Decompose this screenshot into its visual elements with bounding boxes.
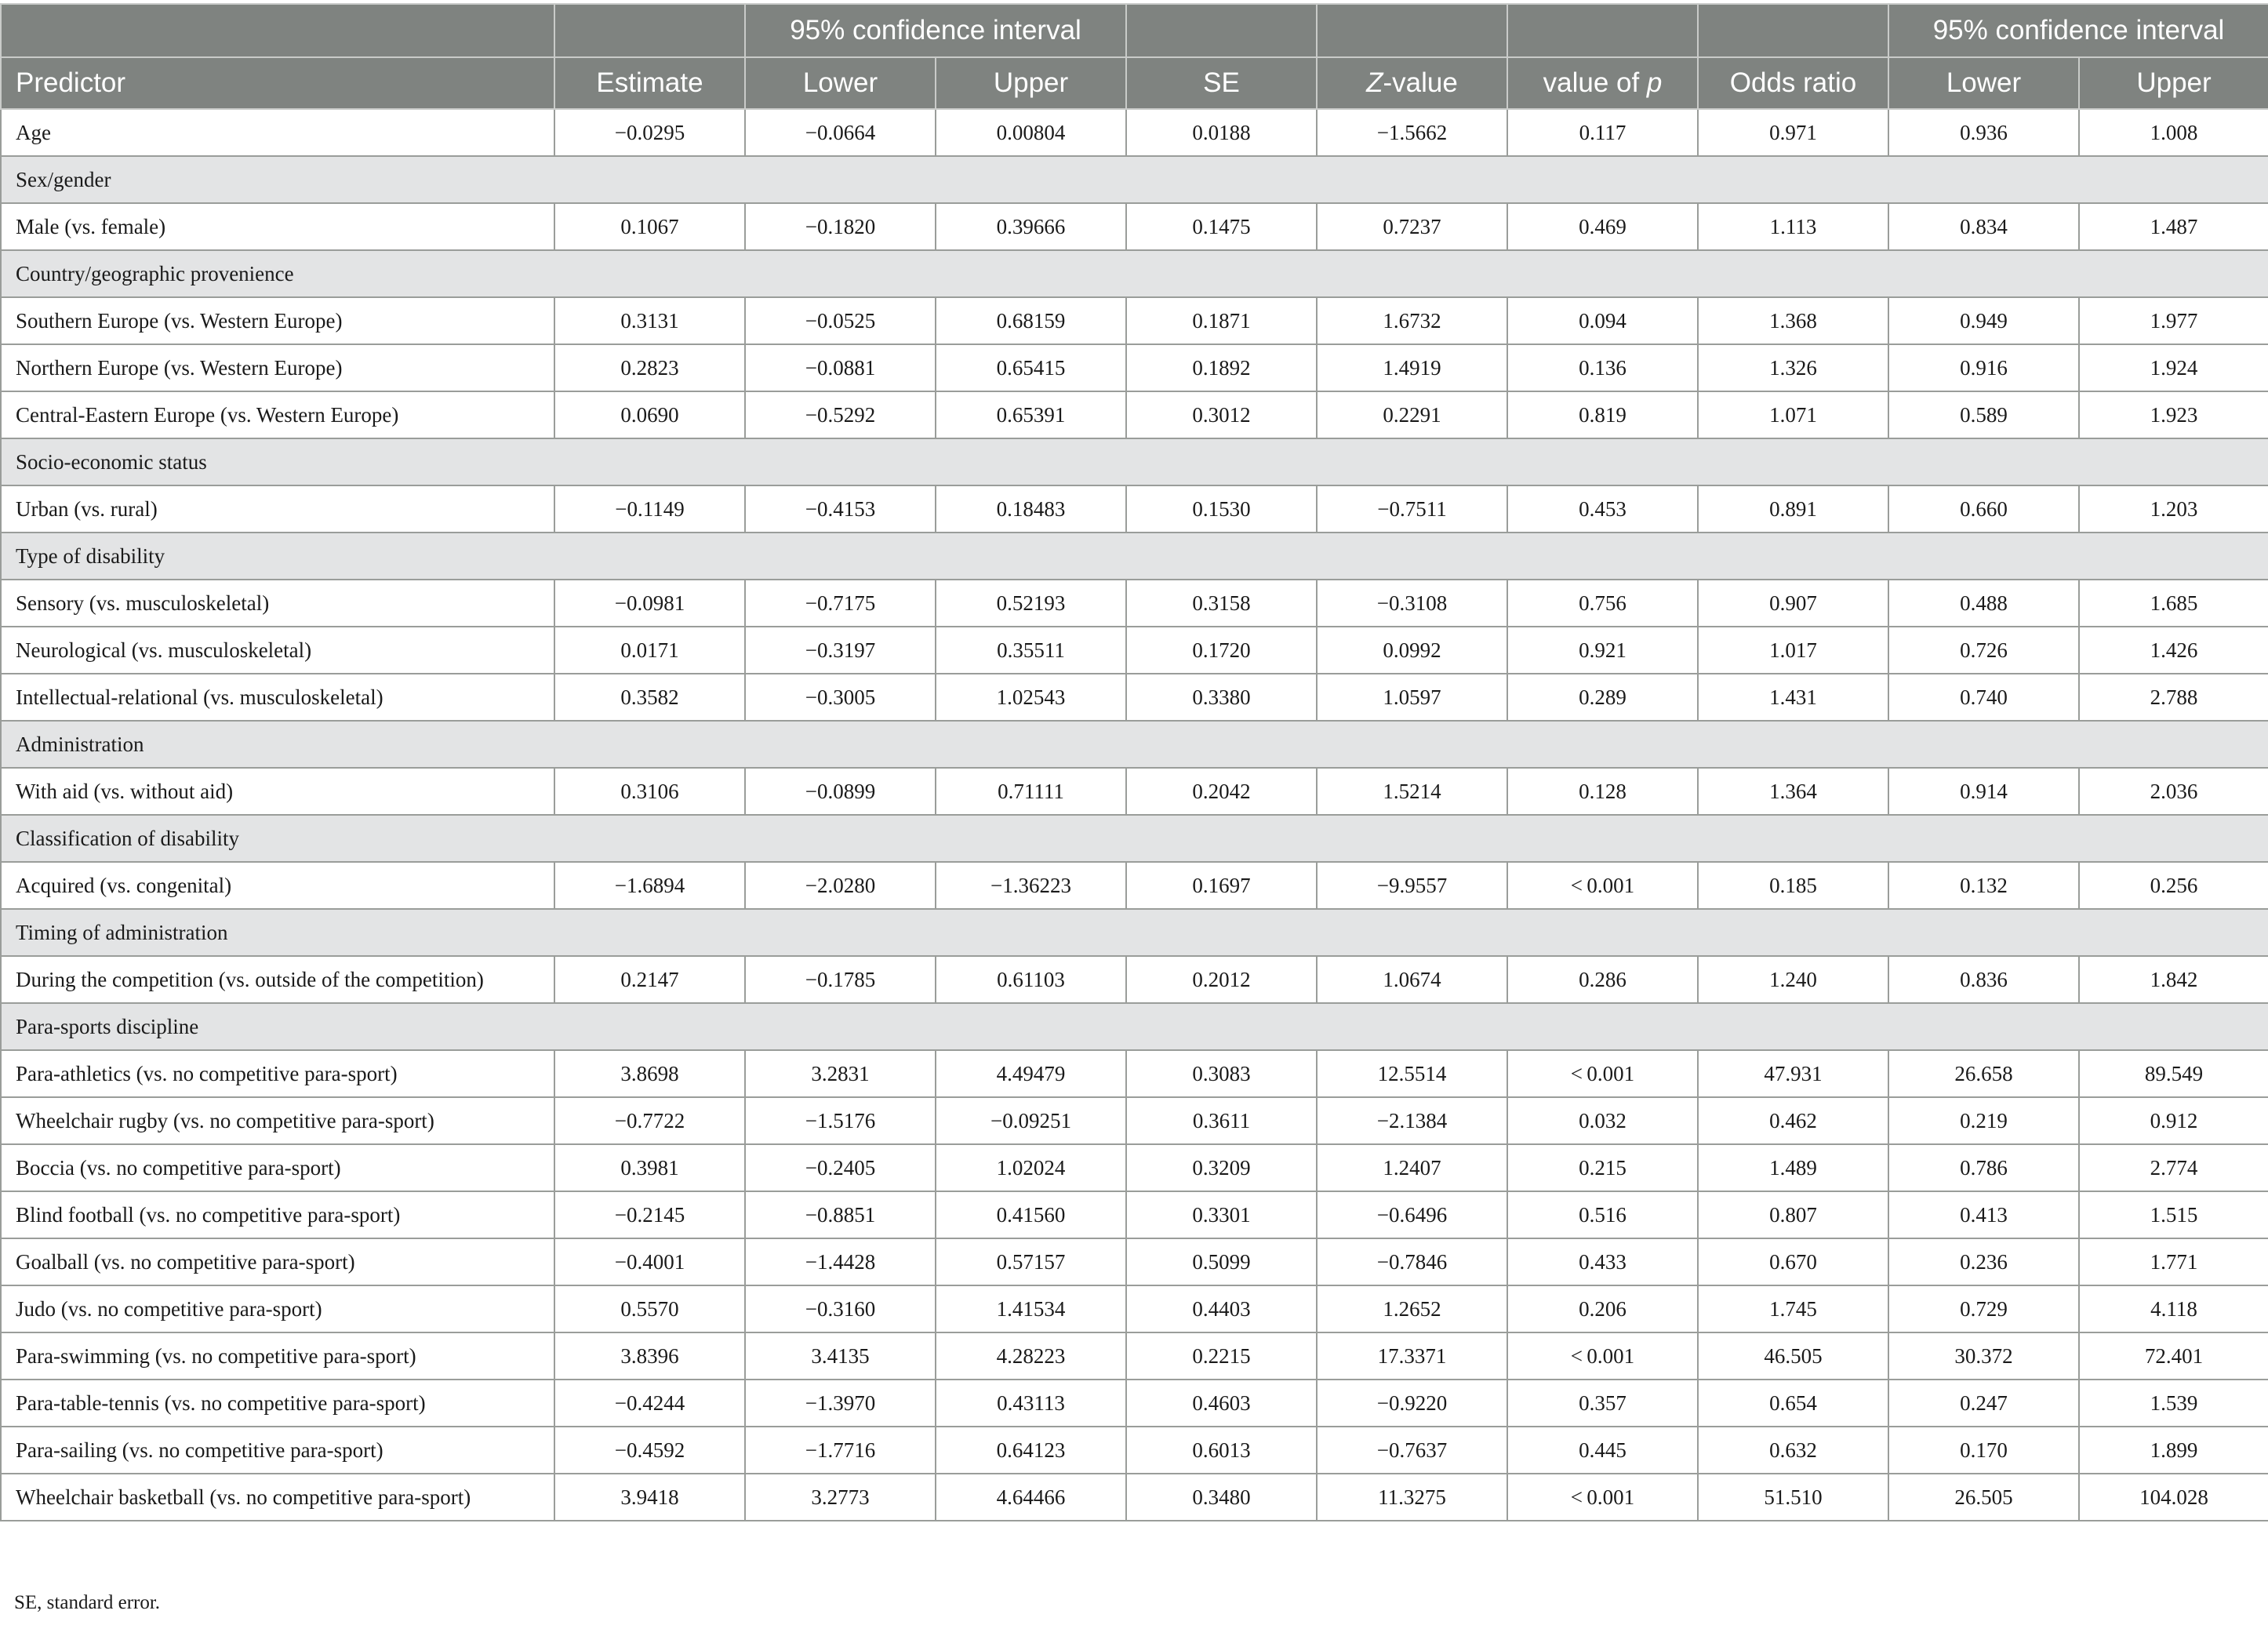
odds-ratio-cell: 0.462	[1698, 1097, 1888, 1144]
lower-ci-cell: −0.5292	[745, 391, 936, 438]
category-row	[1, 250, 2268, 297]
predictor-cell: Para-swimming (vs. no competitive para-sport)	[1, 1332, 554, 1380]
category-label: Classification of disability	[1, 815, 2268, 862]
header-lower-1: Lower	[745, 57, 936, 109]
results-table-container	[0, 3, 2268, 1521]
z-value-cell: 1.5214	[1317, 768, 1507, 815]
estimate-cell: −0.4592	[554, 1427, 745, 1474]
table-row	[1, 297, 2268, 344]
predictor-cell: Boccia (vs. no competitive para-sport)	[1, 1144, 554, 1191]
predictor-cell: Central-Eastern Europe (vs. Western Europe)	[1, 391, 554, 438]
se-cell: 0.3380	[1126, 674, 1317, 721]
category-row	[1, 438, 2268, 485]
header-predictor: Predictor	[1, 57, 554, 109]
odds-ratio-cell: 1.113	[1698, 203, 1888, 250]
header-ci-group-2: 95% confidence interval	[1888, 4, 2268, 57]
p-value-cell: < 0.001	[1507, 1050, 1698, 1097]
z-value-cell: 0.0992	[1317, 627, 1507, 674]
category-label: Sex/gender	[1, 156, 2268, 203]
odds-ratio-cell: 0.670	[1698, 1238, 1888, 1285]
estimate-cell: −0.2145	[554, 1191, 745, 1238]
or-lower-cell: 0.936	[1888, 109, 2079, 156]
z-value-cell: −9.9557	[1317, 862, 1507, 909]
lower-ci-cell: −0.3005	[745, 674, 936, 721]
z-value-cell: −1.5662	[1317, 109, 1507, 156]
or-upper-cell: 1.203	[2079, 485, 2268, 533]
header-empty-cell	[1698, 4, 1888, 57]
p-value-cell: 0.136	[1507, 344, 1698, 391]
z-value-cell: 12.5514	[1317, 1050, 1507, 1097]
category-row	[1, 909, 2268, 956]
table-row	[1, 1285, 2268, 1332]
upper-ci-cell: 0.65391	[936, 391, 1126, 438]
z-value-cell: 1.2407	[1317, 1144, 1507, 1191]
lower-ci-cell: −0.4153	[745, 485, 936, 533]
or-lower-cell: 0.413	[1888, 1191, 2079, 1238]
lower-ci-cell: −0.3197	[745, 627, 936, 674]
estimate-cell: 0.2147	[554, 956, 745, 1003]
or-upper-cell: 89.549	[2079, 1050, 2268, 1097]
category-label: Type of disability	[1, 533, 2268, 580]
predictor-cell: During the competition (vs. outside of the competition)	[1, 956, 554, 1003]
category-label: Timing of administration	[1, 909, 2268, 956]
upper-ci-cell: 0.64123	[936, 1427, 1126, 1474]
header-estimate: Estimate	[554, 57, 745, 109]
estimate-cell: −0.0981	[554, 580, 745, 627]
lower-ci-cell: −0.8851	[745, 1191, 936, 1238]
table-row	[1, 1474, 2268, 1521]
header-ci-group-1: 95% confidence interval	[745, 4, 1126, 57]
or-lower-cell: 0.660	[1888, 485, 2079, 533]
category-row	[1, 815, 2268, 862]
upper-ci-cell: 4.64466	[936, 1474, 1126, 1521]
se-cell: 0.2215	[1126, 1332, 1317, 1380]
or-lower-cell: 0.132	[1888, 862, 2079, 909]
p-value-cell: < 0.001	[1507, 1474, 1698, 1521]
z-value-cell: −0.7846	[1317, 1238, 1507, 1285]
predictor-cell: Blind football (vs. no competitive para-sport)	[1, 1191, 554, 1238]
odds-ratio-cell: 1.326	[1698, 344, 1888, 391]
predictor-cell: Para-table-tennis (vs. no competitive para-sport)	[1, 1380, 554, 1427]
or-upper-cell: 1.771	[2079, 1238, 2268, 1285]
or-upper-cell: 1.426	[2079, 627, 2268, 674]
table-row	[1, 203, 2268, 250]
table-row	[1, 580, 2268, 627]
upper-ci-cell: 0.18483	[936, 485, 1126, 533]
odds-ratio-cell: 46.505	[1698, 1332, 1888, 1380]
z-value-cell: 0.7237	[1317, 203, 1507, 250]
p-value-cell: 0.206	[1507, 1285, 1698, 1332]
predictor-cell: Age	[1, 109, 554, 156]
or-lower-cell: 26.658	[1888, 1050, 2079, 1097]
estimate-cell: 3.9418	[554, 1474, 745, 1521]
odds-ratio-cell: 1.017	[1698, 627, 1888, 674]
se-cell: 0.1697	[1126, 862, 1317, 909]
odds-ratio-cell: 1.745	[1698, 1285, 1888, 1332]
or-upper-cell: 2.036	[2079, 768, 2268, 815]
upper-ci-cell: 1.02543	[936, 674, 1126, 721]
se-cell: 0.1871	[1126, 297, 1317, 344]
p-value-cell: 0.453	[1507, 485, 1698, 533]
predictor-cell: Urban (vs. rural)	[1, 485, 554, 533]
odds-ratio-cell: 1.071	[1698, 391, 1888, 438]
or-upper-cell: 1.685	[2079, 580, 2268, 627]
estimate-cell: 0.1067	[554, 203, 745, 250]
or-upper-cell: 1.977	[2079, 297, 2268, 344]
table-row	[1, 1191, 2268, 1238]
or-lower-cell: 0.740	[1888, 674, 2079, 721]
or-lower-cell: 0.247	[1888, 1380, 2079, 1427]
z-value-cell: −0.7511	[1317, 485, 1507, 533]
lower-ci-cell: −0.1785	[745, 956, 936, 1003]
lower-ci-cell: −1.3970	[745, 1380, 936, 1427]
lower-ci-cell: 3.2831	[745, 1050, 936, 1097]
predictor-cell: Para-athletics (vs. no competitive para-sport)	[1, 1050, 554, 1097]
table-row	[1, 956, 2268, 1003]
or-lower-cell: 0.786	[1888, 1144, 2079, 1191]
predictor-cell: Wheelchair rugby (vs. no competitive para-sport)	[1, 1097, 554, 1144]
header-z-suffix: -value	[1383, 67, 1458, 98]
header-empty-cell	[1317, 4, 1507, 57]
predictor-cell: Northern Europe (vs. Western Europe)	[1, 344, 554, 391]
p-value-cell: 0.128	[1507, 768, 1698, 815]
upper-ci-cell: 0.43113	[936, 1380, 1126, 1427]
p-value-cell: 0.032	[1507, 1097, 1698, 1144]
lower-ci-cell: −0.0881	[745, 344, 936, 391]
p-value-cell: 0.094	[1507, 297, 1698, 344]
se-cell: 0.1892	[1126, 344, 1317, 391]
or-lower-cell: 0.916	[1888, 344, 2079, 391]
table-row	[1, 1380, 2268, 1427]
lower-ci-cell: −0.0899	[745, 768, 936, 815]
se-cell: 0.4403	[1126, 1285, 1317, 1332]
upper-ci-cell: 4.49479	[936, 1050, 1126, 1097]
or-upper-cell: 72.401	[2079, 1332, 2268, 1380]
category-row	[1, 721, 2268, 768]
or-upper-cell: 2.788	[2079, 674, 2268, 721]
lower-ci-cell: −0.0525	[745, 297, 936, 344]
category-row	[1, 156, 2268, 203]
p-value-cell: 0.921	[1507, 627, 1698, 674]
or-lower-cell: 0.170	[1888, 1427, 2079, 1474]
header-empty-cell	[1, 4, 554, 57]
header-group-row	[1, 4, 2268, 57]
odds-ratio-cell: 0.632	[1698, 1427, 1888, 1474]
header-se: SE	[1126, 57, 1317, 109]
se-cell: 0.3158	[1126, 580, 1317, 627]
or-upper-cell: 104.028	[2079, 1474, 2268, 1521]
predictor-cell: Para-sailing (vs. no competitive para-sport)	[1, 1427, 554, 1474]
odds-ratio-cell: 1.368	[1698, 297, 1888, 344]
predictor-cell: Sensory (vs. musculoskeletal)	[1, 580, 554, 627]
estimate-cell: −0.0295	[554, 109, 745, 156]
se-cell: 0.3083	[1126, 1050, 1317, 1097]
odds-ratio-cell: 1.431	[1698, 674, 1888, 721]
upper-ci-cell: 0.68159	[936, 297, 1126, 344]
odds-ratio-cell: 1.364	[1698, 768, 1888, 815]
upper-ci-cell: 0.35511	[936, 627, 1126, 674]
se-cell: 0.1475	[1126, 203, 1317, 250]
or-lower-cell: 0.729	[1888, 1285, 2079, 1332]
se-cell: 0.3611	[1126, 1097, 1317, 1144]
predictor-cell: Southern Europe (vs. Western Europe)	[1, 297, 554, 344]
estimate-cell: 0.2823	[554, 344, 745, 391]
z-value-cell: 1.6732	[1317, 297, 1507, 344]
or-upper-cell: 1.487	[2079, 203, 2268, 250]
upper-ci-cell: 0.57157	[936, 1238, 1126, 1285]
se-cell: 0.2012	[1126, 956, 1317, 1003]
or-upper-cell: 1.539	[2079, 1380, 2268, 1427]
lower-ci-cell: 3.2773	[745, 1474, 936, 1521]
predictor-cell: Acquired (vs. congenital)	[1, 862, 554, 909]
z-value-cell: −0.9220	[1317, 1380, 1507, 1427]
odds-ratio-cell: 0.907	[1698, 580, 1888, 627]
estimate-cell: 0.3981	[554, 1144, 745, 1191]
header-empty-cell	[1126, 4, 1317, 57]
upper-ci-cell: 1.41534	[936, 1285, 1126, 1332]
se-cell: 0.2042	[1126, 768, 1317, 815]
upper-ci-cell: 4.28223	[936, 1332, 1126, 1380]
or-lower-cell: 0.236	[1888, 1238, 2079, 1285]
or-upper-cell: 1.899	[2079, 1427, 2268, 1474]
z-value-cell: 17.3371	[1317, 1332, 1507, 1380]
upper-ci-cell: −0.09251	[936, 1097, 1126, 1144]
p-value-cell: 0.215	[1507, 1144, 1698, 1191]
table-row	[1, 768, 2268, 815]
table-header	[1, 4, 2268, 109]
or-lower-cell: 0.836	[1888, 956, 2079, 1003]
category-label: Socio-economic status	[1, 438, 2268, 485]
table-row	[1, 1097, 2268, 1144]
or-lower-cell: 0.726	[1888, 627, 2079, 674]
estimate-cell: −0.7722	[554, 1097, 745, 1144]
upper-ci-cell: 0.52193	[936, 580, 1126, 627]
estimate-cell: −0.4001	[554, 1238, 745, 1285]
z-value-cell: 1.2652	[1317, 1285, 1507, 1332]
header-p-var: p	[1646, 67, 1663, 98]
upper-ci-cell: 0.61103	[936, 956, 1126, 1003]
table-body	[1, 109, 2268, 1521]
estimate-cell: −0.1149	[554, 485, 745, 533]
table-footnote: SE, standard error.	[14, 1592, 161, 1613]
header-p-value	[1507, 57, 1698, 109]
z-value-cell: 0.2291	[1317, 391, 1507, 438]
lower-ci-cell: −0.1820	[745, 203, 936, 250]
estimate-cell: 0.5570	[554, 1285, 745, 1332]
se-cell: 0.0188	[1126, 109, 1317, 156]
odds-ratio-cell: 47.931	[1698, 1050, 1888, 1097]
se-cell: 0.1530	[1126, 485, 1317, 533]
predictor-cell: Male (vs. female)	[1, 203, 554, 250]
header-z-value	[1317, 57, 1507, 109]
se-cell: 0.3480	[1126, 1474, 1317, 1521]
table-row	[1, 1332, 2268, 1380]
header-column-row	[1, 57, 2268, 109]
p-value-cell: < 0.001	[1507, 1332, 1698, 1380]
regression-results-table	[0, 3, 2268, 1521]
predictor-cell: Wheelchair basketball (vs. no competitive para-sport)	[1, 1474, 554, 1521]
lower-ci-cell: −1.4428	[745, 1238, 936, 1285]
estimate-cell: −1.6894	[554, 862, 745, 909]
odds-ratio-cell: 0.891	[1698, 485, 1888, 533]
odds-ratio-cell: 0.971	[1698, 109, 1888, 156]
category-row	[1, 533, 2268, 580]
header-upper-1: Upper	[936, 57, 1126, 109]
table-row	[1, 627, 2268, 674]
upper-ci-cell: 0.71111	[936, 768, 1126, 815]
p-value-cell: 0.117	[1507, 109, 1698, 156]
estimate-cell: 0.3582	[554, 674, 745, 721]
se-cell: 0.1720	[1126, 627, 1317, 674]
p-value-cell: 0.357	[1507, 1380, 1698, 1427]
table-row	[1, 485, 2268, 533]
or-upper-cell: 1.515	[2079, 1191, 2268, 1238]
lower-ci-cell: −0.3160	[745, 1285, 936, 1332]
p-value-cell: 0.445	[1507, 1427, 1698, 1474]
upper-ci-cell: 0.41560	[936, 1191, 1126, 1238]
se-cell: 0.3209	[1126, 1144, 1317, 1191]
z-value-cell: 1.0597	[1317, 674, 1507, 721]
table-row	[1, 391, 2268, 438]
upper-ci-cell: 0.65415	[936, 344, 1126, 391]
or-upper-cell: 4.118	[2079, 1285, 2268, 1332]
estimate-cell: 0.3131	[554, 297, 745, 344]
lower-ci-cell: 3.4135	[745, 1332, 936, 1380]
z-value-cell: −0.3108	[1317, 580, 1507, 627]
estimate-cell: 0.3106	[554, 768, 745, 815]
estimate-cell: 0.0690	[554, 391, 745, 438]
lower-ci-cell: −0.7175	[745, 580, 936, 627]
z-value-cell: 11.3275	[1317, 1474, 1507, 1521]
table-row	[1, 1050, 2268, 1097]
or-lower-cell: 0.834	[1888, 203, 2079, 250]
or-upper-cell: 1.008	[2079, 109, 2268, 156]
header-lower-2: Lower	[1888, 57, 2079, 109]
predictor-cell: Intellectual-relational (vs. musculoskeletal)	[1, 674, 554, 721]
estimate-cell: 3.8396	[554, 1332, 745, 1380]
table-row	[1, 674, 2268, 721]
se-cell: 0.3301	[1126, 1191, 1317, 1238]
p-value-cell: 0.819	[1507, 391, 1698, 438]
table-row	[1, 862, 2268, 909]
table-row	[1, 1427, 2268, 1474]
p-value-cell: 0.433	[1507, 1238, 1698, 1285]
z-value-cell: 1.4919	[1317, 344, 1507, 391]
or-upper-cell: 0.912	[2079, 1097, 2268, 1144]
odds-ratio-cell: 0.185	[1698, 862, 1888, 909]
lower-ci-cell: −0.2405	[745, 1144, 936, 1191]
estimate-cell: −0.4244	[554, 1380, 745, 1427]
p-value-cell: 0.516	[1507, 1191, 1698, 1238]
header-empty-cell	[1507, 4, 1698, 57]
category-label: Para-sports discipline	[1, 1003, 2268, 1050]
or-upper-cell: 1.924	[2079, 344, 2268, 391]
estimate-cell: 3.8698	[554, 1050, 745, 1097]
table-row	[1, 1144, 2268, 1191]
header-p-prefix: value of	[1543, 67, 1647, 98]
z-value-cell: −2.1384	[1317, 1097, 1507, 1144]
odds-ratio-cell: 1.489	[1698, 1144, 1888, 1191]
header-odds-ratio: Odds ratio	[1698, 57, 1888, 109]
lower-ci-cell: −0.0664	[745, 109, 936, 156]
category-row	[1, 1003, 2268, 1050]
or-lower-cell: 0.589	[1888, 391, 2079, 438]
predictor-cell: Judo (vs. no competitive para-sport)	[1, 1285, 554, 1332]
or-lower-cell: 26.505	[1888, 1474, 2079, 1521]
lower-ci-cell: −2.0280	[745, 862, 936, 909]
or-lower-cell: 0.914	[1888, 768, 2079, 815]
or-upper-cell: 0.256	[2079, 862, 2268, 909]
predictor-cell: Neurological (vs. musculoskeletal)	[1, 627, 554, 674]
category-label: Country/geographic provenience	[1, 250, 2268, 297]
category-label: Administration	[1, 721, 2268, 768]
upper-ci-cell: 0.00804	[936, 109, 1126, 156]
odds-ratio-cell: 1.240	[1698, 956, 1888, 1003]
or-lower-cell: 0.949	[1888, 297, 2079, 344]
se-cell: 0.6013	[1126, 1427, 1317, 1474]
or-lower-cell: 30.372	[1888, 1332, 2079, 1380]
p-value-cell: 0.289	[1507, 674, 1698, 721]
z-value-cell: −0.6496	[1317, 1191, 1507, 1238]
p-value-cell: 0.469	[1507, 203, 1698, 250]
table-row	[1, 109, 2268, 156]
predictor-cell: Goalball (vs. no competitive para-sport)	[1, 1238, 554, 1285]
predictor-cell: With aid (vs. without aid)	[1, 768, 554, 815]
p-value-cell: 0.286	[1507, 956, 1698, 1003]
or-upper-cell: 1.842	[2079, 956, 2268, 1003]
lower-ci-cell: −1.7716	[745, 1427, 936, 1474]
upper-ci-cell: −1.36223	[936, 862, 1126, 909]
table-row	[1, 344, 2268, 391]
or-upper-cell: 1.923	[2079, 391, 2268, 438]
header-empty-cell	[554, 4, 745, 57]
odds-ratio-cell: 0.654	[1698, 1380, 1888, 1427]
odds-ratio-cell: 51.510	[1698, 1474, 1888, 1521]
or-lower-cell: 0.219	[1888, 1097, 2079, 1144]
or-lower-cell: 0.488	[1888, 580, 2079, 627]
upper-ci-cell: 0.39666	[936, 203, 1126, 250]
odds-ratio-cell: 0.807	[1698, 1191, 1888, 1238]
or-upper-cell: 2.774	[2079, 1144, 2268, 1191]
se-cell: 0.3012	[1126, 391, 1317, 438]
estimate-cell: 0.0171	[554, 627, 745, 674]
z-value-cell: 1.0674	[1317, 956, 1507, 1003]
se-cell: 0.4603	[1126, 1380, 1317, 1427]
z-value-cell: −0.7637	[1317, 1427, 1507, 1474]
p-value-cell: < 0.001	[1507, 862, 1698, 909]
header-z-var: Z	[1366, 67, 1383, 98]
p-value-cell: 0.756	[1507, 580, 1698, 627]
table-row	[1, 1238, 2268, 1285]
lower-ci-cell: −1.5176	[745, 1097, 936, 1144]
upper-ci-cell: 1.02024	[936, 1144, 1126, 1191]
header-upper-2: Upper	[2079, 57, 2268, 109]
se-cell: 0.5099	[1126, 1238, 1317, 1285]
